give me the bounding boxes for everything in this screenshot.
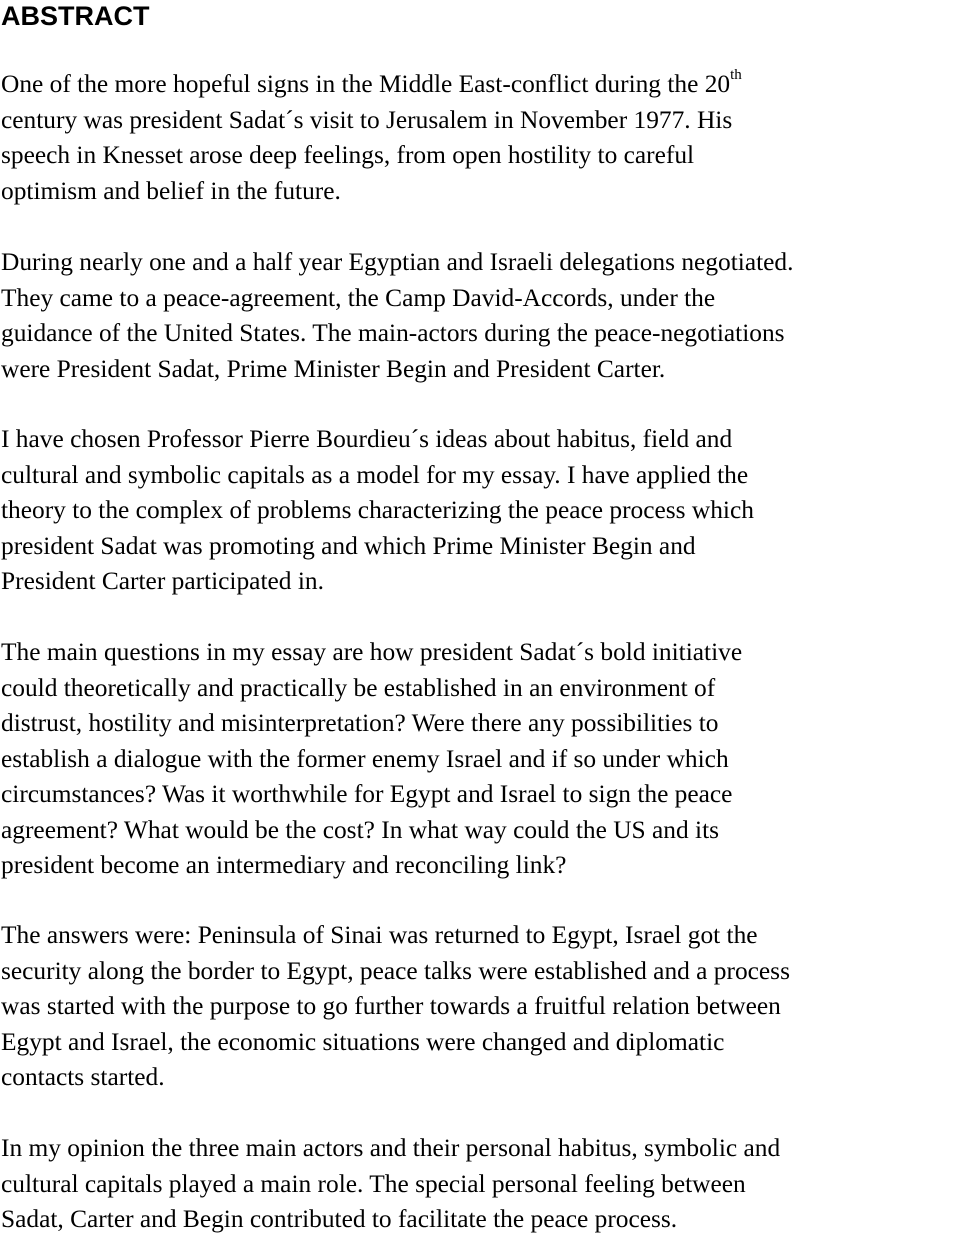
paragraph-line: could theoretically and practically be established in an environment of <box>1 673 716 702</box>
paragraph-questions <box>1 635 742 884</box>
paragraph-line: establish a dialogue with the former enemy Israel and if so under which <box>1 744 729 773</box>
paragraph-line: cultural and symbolic capitals as a model for my essay. I have applied the <box>1 460 749 489</box>
abstract-heading: ABSTRACT <box>1 1 150 31</box>
paragraph-line: The answers were: Peninsula of Sinai was returned to Egypt, Israel got the <box>1 921 758 949</box>
paragraph-negotiations <box>1 245 793 387</box>
paragraph-line: contacts started. <box>1 1063 165 1091</box>
paragraph-theory <box>1 422 754 600</box>
paragraph-line: The main questions in my essay are how president Sadat´s bold initiative <box>1 638 743 666</box>
paragraph-line: theory to the complex of problems characterizing the peace process which <box>1 496 754 524</box>
superscript-ordinal: th <box>730 66 742 83</box>
paragraph-line: Egypt and Israel, the economic situations were changed and diplomatic <box>1 1027 725 1056</box>
paragraph-line: They came to a peace-agreement, the Camp David-Accords, under the <box>1 283 716 312</box>
paragraph-answers <box>1 918 790 1096</box>
paragraph-line: security along the border to Egypt, peace talks were established and a process <box>1 956 790 985</box>
paragraph-line: guidance of the United States. The main-actors during the peace-negotiations <box>1 319 785 347</box>
paragraph-line: president Sadat was promoting and which Prime Minister Begin and <box>1 531 696 560</box>
paragraph-line: optimism and belief in the future. <box>1 176 341 205</box>
document-page <box>1 0 959 1233</box>
paragraph-line: One of the more hopeful signs in the Middle East-conflict during the 20th <box>1 66 742 98</box>
paragraph-line: speech in Knesset arose deep feelings, from open hostility to careful <box>1 141 695 169</box>
paragraph-line: In my opinion the three main actors and their personal habitus, symbolic and <box>1 1134 781 1162</box>
paragraph-line: were President Sadat, Prime Minister Begin and President Carter. <box>1 354 666 383</box>
paragraph-line: circumstances? Was it worthwhile for Egypt and Israel to sign the peace <box>1 780 733 808</box>
paragraph-line: agreement? What would be the cost? In what way could the US and its <box>1 815 720 844</box>
paragraph-line: cultural capitals played a main role. The special personal feeling between <box>1 1169 746 1198</box>
paragraph-line: Sadat, Carter and Begin contributed to facilitate the peace process. <box>1 1205 678 1233</box>
paragraph-line: During nearly one and a half year Egyptian and Israeli delegations negotiated. <box>1 248 794 276</box>
paragraph-line: President Carter participated in. <box>1 567 324 595</box>
paragraph-line: was started with the purpose to go further towards a fruitful relation between <box>1 992 781 1020</box>
paragraph-line: president become an intermediary and reconciling link? <box>1 851 567 879</box>
paragraph-line: century was president Sadat´s visit to Jerusalem in November 1977. His <box>1 105 733 134</box>
paragraph-opinion <box>1 1131 780 1238</box>
paragraph-line: I have chosen Professor Pierre Bourdieu´s ideas about habitus, field and <box>1 425 733 453</box>
paragraph-intro <box>1 67 742 209</box>
paragraph-line: distrust, hostility and misinterpretation? Were there any possibilities to <box>1 709 719 737</box>
